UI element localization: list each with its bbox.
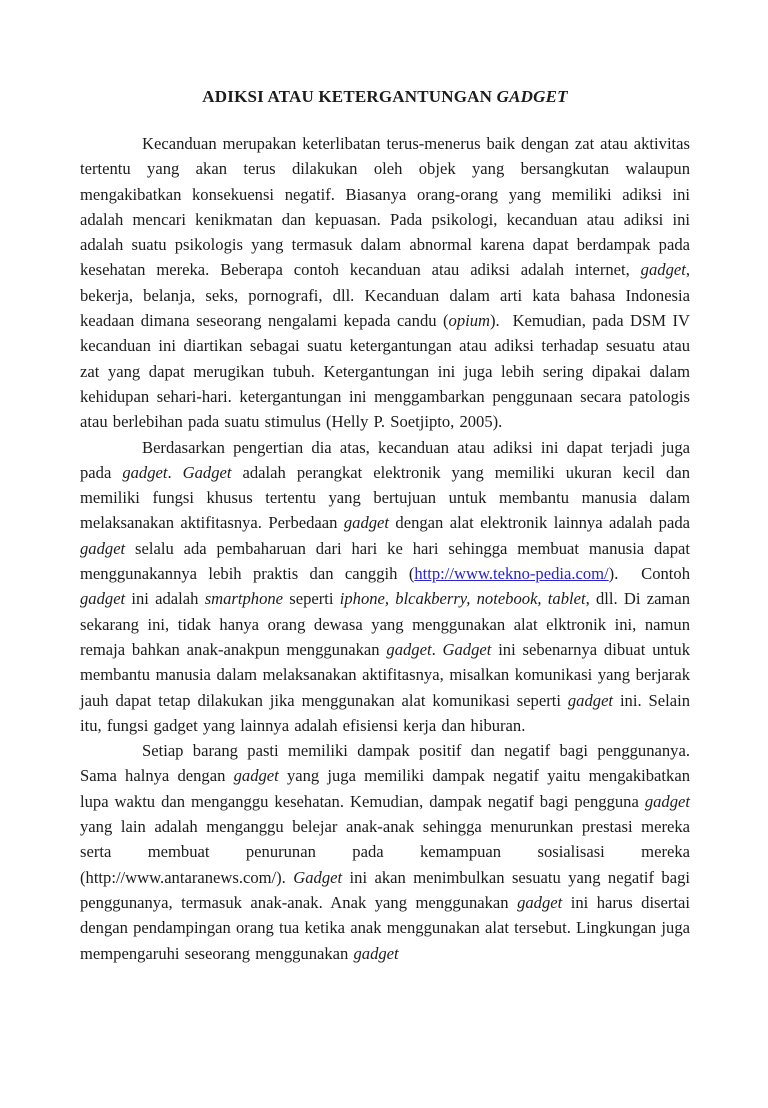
italic-run: Gadget — [442, 639, 492, 659]
page-title — [80, 84, 690, 109]
page-title-text: ADIKSI ATAU KETERGANTUNGAN — [202, 87, 497, 106]
paragraph — [80, 435, 690, 739]
body-text — [80, 131, 690, 966]
text-run: . — [431, 639, 443, 659]
italic-run: gadget — [640, 260, 686, 280]
document-page — [0, 84, 768, 1108]
text-run: ini. Selain itu, fungsi gadget yang lainnya adalah efisiensi kerja dan hiburan. — [80, 690, 690, 735]
text-run: Setiap barang pasti memiliki dampak positif dan negatif bagi penggunanya. Sama halnya dengan — [80, 741, 690, 786]
italic-run: Gadget — [293, 867, 343, 887]
text-run: yang juga memiliki dampak negatif yaitu mengakibatkan lupa waktu dan menganggu kesehatan. Kemudian, dampak negatif bagi pengguna — [80, 766, 690, 811]
italic-run: gadget — [353, 943, 399, 963]
italic-run: Gadget — [182, 462, 232, 482]
text-run: ). Contoh — [608, 564, 690, 584]
text-run: . — [167, 462, 183, 482]
text-run: Kecanduan merupakan keterlibatan terus-menerus baik dengan zat atau aktivitas tertentu yang akan terus dilakukan oleh objek yang bersangkutan walaupun mengakibatkan konsekuensi negatif. Biasanya orang-orang yang memiliki adiksi ini adalah mencari kenikmatan dan kepuasan. Pada psikologi, kecanduan atau adiksi ini adalah suatu psikologis yang termasuk dalam abnormal karena dapat berdampak pada kesehatan mereka. Beberapa contoh kecanduan atau adiksi adalah internet, — [80, 134, 690, 280]
text-run: ini sebenarnya dibuat untuk membantu manusia dalam melaksanakan aktifitasnya, misalkan komunikasi yang berjarak jauh dapat tetap dilakukan jika menggunakan alat komunikasi seperti — [80, 639, 691, 710]
paragraph — [80, 738, 690, 966]
italic-run: gadget — [122, 462, 168, 482]
page-title-emphasis: GADGET — [496, 87, 568, 106]
italic-run: gadget — [80, 538, 126, 558]
italic-run: gadget — [233, 766, 279, 786]
paragraph — [80, 131, 690, 435]
text-run: yang lain adalah menganggu belejar anak-anak sehingga menurunkan prestasi mereka serta membuat penurunan pada kemampuan sosialisasi mereka (http://www.antaranews.com/). — [80, 817, 690, 887]
text-run: ini harus disertai dengan pendampingan orang tua ketika anak menggunakan alat tersebut. Lingkungan juga mempengaruhi seseorang menggunakan — [80, 892, 690, 963]
text-run: dengan alat elektronik lainnya adalah pada — [389, 513, 690, 533]
text-run: ini akan menimbulkan sesuatu yang negatif bagi penggunanya, termasuk anak-anak. Anak yang menggunakan — [80, 867, 690, 912]
tekno-pedia-link[interactable]: http://www.tekno-pedia.com/ — [414, 564, 609, 584]
text-run: seperti — [283, 589, 340, 609]
italic-run: gadget — [386, 639, 432, 659]
text-run: , dll. Di zaman sekarang ini, tidak hanya orang dewasa yang menggunakan alat elktronik ini, namun remaja bahkan anak-anakpun menggunakan — [80, 589, 691, 659]
italic-run: gadget — [644, 791, 690, 811]
italic-run: gadget — [567, 690, 614, 710]
italic-run: iphone, blcakberry, notebook, tablet — [339, 589, 586, 609]
italic-run: smartphone — [204, 589, 284, 609]
italic-run: gadget — [517, 892, 563, 912]
italic-run: gadget — [80, 589, 126, 609]
text-run: , bekerja, belanja, seks, pornografi, dll. Kecanduan dalam arti kata bahasa Indonesia keadaan dimana seseorang nengalami kepada candu ( — [80, 260, 690, 331]
italic-run: gadget — [343, 513, 390, 533]
italic-run: opium — [448, 311, 491, 331]
text-run: ). Kemudian, pada DSM IV kecanduan ini diartikan sebagai suatu ketergantungan atau adiksi terhadap sesuatu atau zat yang dapat merugikan tubuh. Ketergantungan ini juga lebih sering dipakai dalam kehidupan sehari-hari. ketergantungan ini menggambarkan penggunaan secara patologis atau berlebihan pada suatu stimulus (Helly P. Soetjipto, 2005). — [80, 311, 690, 432]
text-run: ini adalah — [125, 589, 205, 609]
text-run: Berdasarkan pengertian dia atas, kecanduan atau adiksi ini dapat terjadi juga pada — [80, 437, 690, 482]
text-run: adalah perangkat elektronik yang memiliki ukuran kecil dan memiliki fungsi khusus tertentu yang bertujuan untuk membantu manusia dalam melaksanakan aktifitasnya. Perbedaan — [80, 462, 690, 533]
text-run: selalu ada pembaharuan dari hari ke hari sehingga membuat manusia dapat menggunakannya lebih praktis dan canggih ( — [80, 538, 690, 584]
